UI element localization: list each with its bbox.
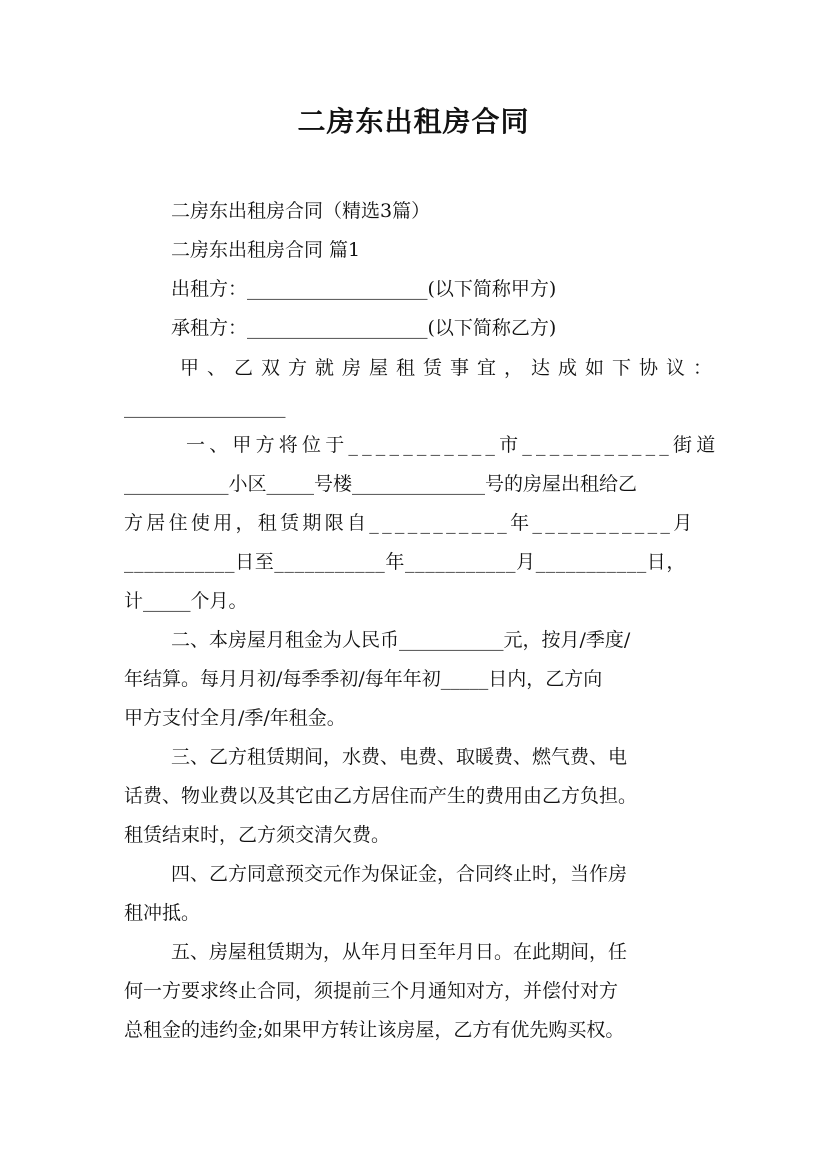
clause-2-line-2: 年结算。每月月初/每季季初/每年年初_____日内，乙方向 <box>124 668 603 690</box>
clause-4-line-2: 租冲抵。 <box>124 902 201 924</box>
clause-2-line-3: 甲方支付全月/季/年租金。 <box>124 707 346 729</box>
clause-1-line-1: 一、甲方将位于___________市___________街道 <box>186 434 720 456</box>
clause-1-line-4: ___________日至___________年___________月___________日， <box>124 551 686 573</box>
clause-2-line-1: 二、本房屋月租金为人民币___________元，按月/季度/ <box>171 629 631 651</box>
clause-4-line-1: 四、乙方同意预交元作为保证金，合同终止时，当作房 <box>171 863 628 885</box>
clause-1-line-3: 方居住使用，租赁期限自___________年___________月 <box>124 512 696 534</box>
clause-5-line-1: 五、房屋租赁期为，从年月日至年月日。在此期间，任 <box>171 941 628 963</box>
agreement-line: 甲、乙双方就房屋租赁事宜，达成如下协议： <box>180 357 721 379</box>
clause-1-line-2: ___________小区_____号楼______________号的房屋出租给乙 <box>124 473 638 495</box>
lessee-line: 承租方：___________________(以下简称乙方) <box>171 317 557 339</box>
clause-5-line-2: 何一方要求终止合同，须提前三个月通知对方，并偿付对方 <box>124 980 619 1002</box>
intro-line: 二房东出租房合同（精选3篇） <box>171 200 431 222</box>
part-heading: 二房东出租房合同 篇1 <box>171 239 361 261</box>
clause-3-line-1: 三、乙方租赁期间，水费、电费、取暖费、燃气费、电 <box>171 746 628 768</box>
clause-1-line-5: 计_____个月。 <box>124 590 248 612</box>
agreement-blank: _________________ <box>124 396 286 418</box>
lessor-line: 出租方：___________________(以下简称甲方) <box>171 278 557 300</box>
document-title: 二房东出租房合同 <box>297 105 530 138</box>
clause-3-line-3: 租赁结束时，乙方须交清欠费。 <box>124 824 391 846</box>
clause-5-line-3: 总租金的违约金;如果甲方转让该房屋，乙方有优先购买权。 <box>124 1019 625 1041</box>
clause-3-line-2: 话费、物业费以及其它由乙方居住而产生的费用由乙方负担。 <box>124 785 638 807</box>
